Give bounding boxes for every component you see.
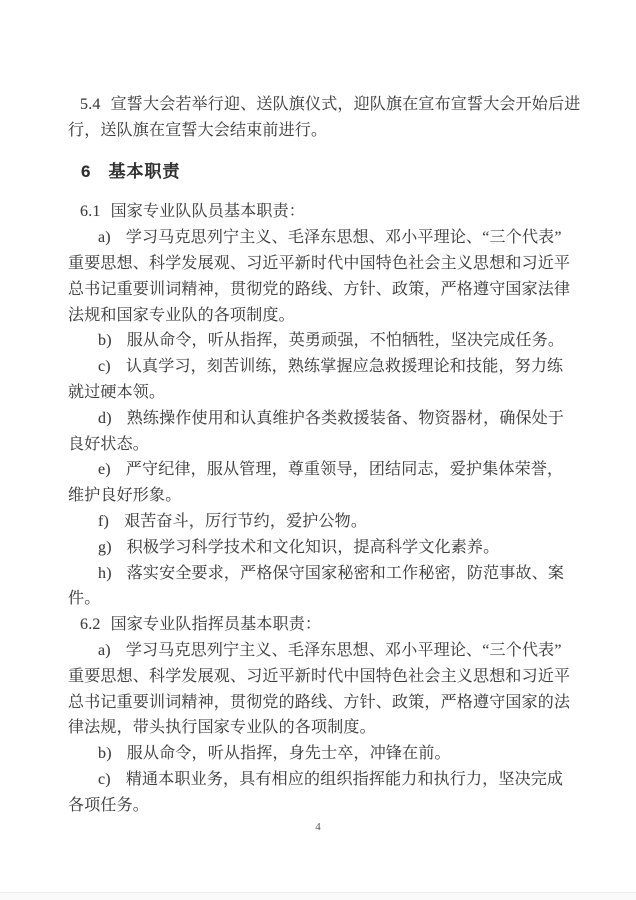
item-6-1-c-marker: c) <box>98 358 111 376</box>
clause-5-4-text-1: 宣誓大会若举行迎、送队旗仪式，迎队旗在宣布宣誓大会开始后进 <box>110 96 581 113</box>
item-6-2-c-line-2: 各项任务。 <box>68 796 150 814</box>
item-6-1-e-line-2: 维护良好形象。 <box>68 487 182 505</box>
clause-6-1-title: 国家专业队队员基本职责： <box>110 203 306 221</box>
item-6-1-f-marker: f) <box>98 512 110 530</box>
item-6-1-c-line-1 <box>68 354 586 380</box>
clause-5-4-line-1 <box>68 92 586 118</box>
clause-6-2-heading <box>68 612 586 638</box>
item-6-1-h-line-1 <box>68 561 586 587</box>
clause-6-2-number: 6.2 <box>80 616 101 634</box>
item-6-1-b-marker: b) <box>98 332 112 350</box>
item-6-1-f-line-1 <box>68 509 586 535</box>
item-6-1-b-text-1: 服从命令，听从指挥，英勇顽强，不怕牺牲，坚决完成任务。 <box>126 332 565 350</box>
item-6-1-d-line-2: 良好状态。 <box>68 435 150 453</box>
item-6-1-g-text-1: 积极学习科学技术和文化知识，提高科学文化素养。 <box>126 538 500 556</box>
item-6-1-a-line-3: 总书记重要训词精神，贯彻党的路线、方针、政策，严格遵守国家法律 <box>68 280 571 298</box>
page-bottom-edge <box>0 892 636 900</box>
item-6-2-a-line-1 <box>68 638 586 664</box>
section-6-title: 基本职责 <box>108 161 181 181</box>
item-6-1-g-line-1 <box>68 535 586 561</box>
clause-6-1-heading <box>68 199 586 225</box>
item-6-2-a-line-3: 总书记重要训词精神，贯彻党的路线、方针、政策，严格遵守国家的法 <box>68 693 571 711</box>
item-6-2-b-text-1: 服从命令，听从指挥，身先士卒，冲锋在前。 <box>126 745 451 763</box>
section-6-number: 6 <box>81 161 92 181</box>
item-6-1-f-text-1: 艰苦奋斗，厉行节约，爱护公物。 <box>124 512 368 530</box>
item-6-2-a-line-2: 重要思想、科学发展观、习近平新时代中国特色社会主义思想和习近平 <box>68 667 571 685</box>
clause-5-4-line-2: 行，送队旗在宣誓大会结束前进行。 <box>68 121 328 139</box>
item-6-1-b-line-1 <box>68 328 586 354</box>
item-6-1-e-line-1 <box>68 457 586 483</box>
item-6-1-e-marker: e) <box>98 461 111 479</box>
clause-6-2-title: 国家专业队指挥员基本职责： <box>110 616 322 634</box>
item-6-1-e-text-1: 严守纪律，服从管理，尊重领导，团结同志，爱护集体荣誉， <box>125 461 564 479</box>
item-6-2-c-line-1 <box>68 767 586 793</box>
item-6-2-b-line-1 <box>68 741 586 767</box>
page-number: 4 <box>315 821 321 833</box>
item-6-1-a-line-4: 法规和国家专业队的各项制度。 <box>68 306 295 324</box>
item-6-1-h-line-2: 件。 <box>68 590 101 608</box>
item-6-2-a-marker: a) <box>98 641 111 659</box>
clause-6-1-number: 6.1 <box>80 203 101 221</box>
item-6-1-a-line-1 <box>68 225 586 251</box>
item-6-1-h-text-1: 落实安全要求，严格保守国家秘密和工作秘密，防范事故、案 <box>126 564 565 582</box>
clause-5-4-number: 5.4 <box>80 96 101 113</box>
item-6-2-a-line-4: 律法规，带头执行国家专业队的各项制度。 <box>68 719 376 737</box>
item-6-1-a-marker: a) <box>98 229 111 247</box>
item-6-1-h-marker: h) <box>98 564 112 582</box>
item-6-1-a-line-2: 重要思想、科学发展观、习近平新时代中国特色社会主义思想和习近平 <box>68 254 571 272</box>
item-6-1-c-text-1: 认真学习，刻苦训练，熟练掌握应急救援理论和技能，努力练 <box>125 358 564 376</box>
item-6-2-b-marker: b) <box>98 745 112 763</box>
item-6-1-d-text-1: 熟练操作使用和认真维护各类救援装备、物资器材，确保处于 <box>126 409 565 427</box>
item-6-2-a-text-1: 学习马克思列宁主义、毛泽东思想、邓小平理论、“三个代表” <box>125 641 562 659</box>
section-6-heading <box>68 159 586 185</box>
item-6-2-c-text-1: 精通本职业务，具有相应的组织指挥能力和执行力，坚决完成 <box>125 770 564 788</box>
item-6-1-g-marker: g) <box>98 538 112 556</box>
item-6-1-c-line-2: 就过硬本领。 <box>68 383 166 401</box>
item-6-1-d-marker: d) <box>98 409 112 427</box>
item-6-2-c-marker: c) <box>98 770 111 788</box>
item-6-1-a-text-1: 学习马克思列宁主义、毛泽东思想、邓小平理论、“三个代表” <box>125 229 562 247</box>
item-6-1-d-line-1 <box>68 406 586 432</box>
